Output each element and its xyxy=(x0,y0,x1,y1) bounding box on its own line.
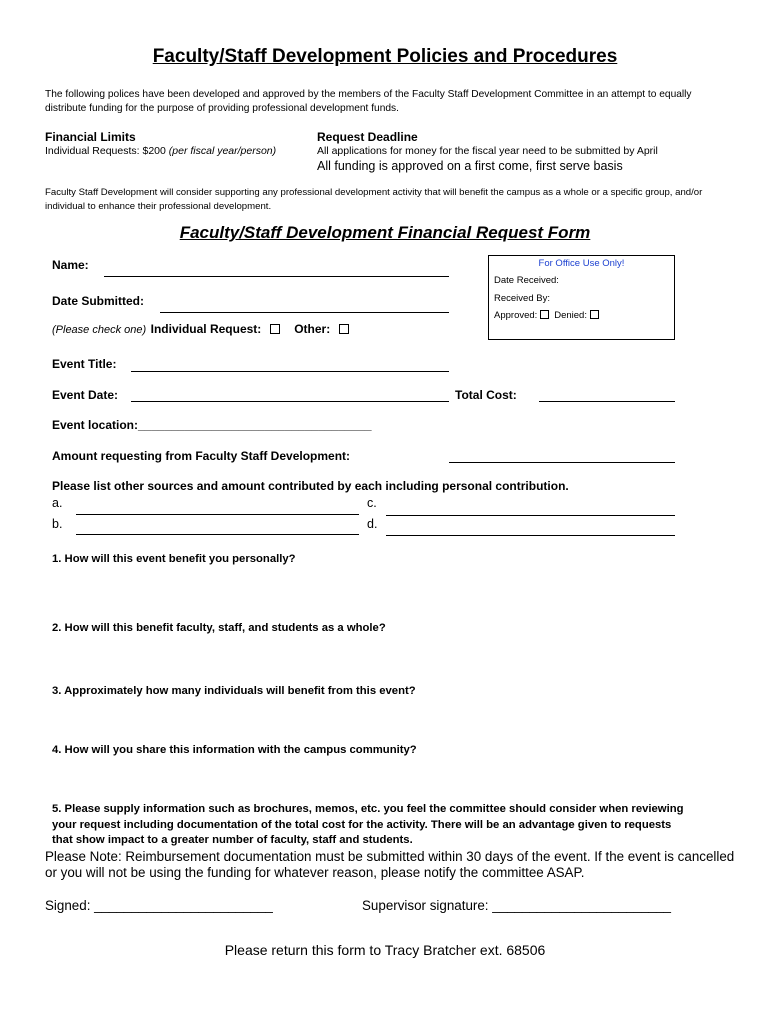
total-cost-field[interactable] xyxy=(539,401,675,402)
approved-checkbox[interactable] xyxy=(540,310,549,319)
event-date-label: Event Date: xyxy=(52,388,119,402)
individual-request-label: Individual Request: xyxy=(150,322,262,336)
approved-label: Approved: xyxy=(494,310,538,321)
event-date-field[interactable] xyxy=(131,401,449,402)
form-title: Faculty/Staff Development Financial Request Form xyxy=(179,223,591,242)
source-b-letter: b. xyxy=(52,517,63,531)
denied-label: Denied: xyxy=(554,310,587,321)
other-sources-label: Please list other sources and amount contributed by each including personal contribution. xyxy=(52,479,569,493)
source-a-field[interactable] xyxy=(76,514,359,515)
question-2: 2. How will this benefit faculty, staff, and students as a whole? xyxy=(52,622,386,634)
fiscal-year-note: (per fiscal year/person) xyxy=(168,145,277,157)
request-deadline-heading: Request Deadline xyxy=(317,130,418,144)
return-note: Please return this form to Tracy Bratcher ext. 68506 xyxy=(224,942,546,958)
question-4: 4. How will you share this information with the campus community? xyxy=(52,744,417,756)
source-d-letter: d. xyxy=(367,517,378,531)
amount-requesting-field[interactable] xyxy=(449,462,675,463)
request-type-row xyxy=(52,320,349,338)
check-one-hint: (Please check one) xyxy=(52,324,147,336)
received-by-label: Received By: xyxy=(494,293,550,304)
financial-limits-heading: Financial Limits xyxy=(45,130,136,144)
source-c-letter: c. xyxy=(367,496,377,510)
event-location-label: Event location:___________________________________ xyxy=(52,418,372,432)
individual-requests-amount: Individual Requests: $200 xyxy=(45,145,166,157)
event-title-label: Event Title: xyxy=(52,357,117,371)
supervisor-signature-field[interactable]: Supervisor signature: ________________________ xyxy=(362,898,671,913)
request-deadline-line1: All applications for money for the fiscal year need to be submitted by April xyxy=(317,145,658,157)
office-use-heading: For Office Use Only! xyxy=(538,258,625,269)
individual-request-checkbox[interactable] xyxy=(270,324,280,334)
source-b-field[interactable] xyxy=(76,534,359,535)
amount-requesting-label: Amount requesting from Faculty Staff Development: xyxy=(52,449,351,463)
source-c-field[interactable] xyxy=(386,515,675,516)
question-1: 1. How will this event benefit you personally? xyxy=(52,553,296,565)
other-checkbox[interactable] xyxy=(339,324,349,334)
approval-row xyxy=(494,310,599,321)
event-title-field[interactable] xyxy=(131,371,449,372)
date-submitted-label: Date Submitted: xyxy=(52,294,145,308)
request-deadline-line2: All funding is approved on a first come, first serve basis xyxy=(317,159,623,173)
office-use-box xyxy=(488,255,675,340)
question-5: 5. Please supply information such as brochures, memos, etc. you feel the committee should consider when reviewing your request including documentation of the total cost for the activity. There will be an advantage given to requests that show impact to a greater number of faculty, staff and students. xyxy=(52,803,684,846)
signed-field[interactable]: Signed: ________________________ xyxy=(45,898,273,913)
please-note: Please Note: Reimbursement documentation must be submitted within 30 days of the event. If the event is cancelled or you will not be using the funding for whatever reason, please notify the committee ASAP. xyxy=(45,849,735,880)
question-3: 3. Approximately how many individuals will benefit from this event? xyxy=(52,685,416,697)
intro-paragraph: The following polices have been developed and approved by the members of the Faculty Staff Development Committee in an attempt to equally distribute funding for the purpose of providing professional development funds. xyxy=(45,89,692,114)
date-received-label: Date Received: xyxy=(494,275,559,286)
denied-checkbox[interactable] xyxy=(590,310,599,319)
source-a-letter: a. xyxy=(52,496,63,510)
financial-limits-text xyxy=(45,145,276,157)
source-d-field[interactable] xyxy=(386,535,675,536)
name-field[interactable] xyxy=(104,276,449,277)
date-submitted-field[interactable] xyxy=(160,312,449,313)
total-cost-label: Total Cost: xyxy=(455,388,517,402)
name-label: Name: xyxy=(52,258,89,272)
consider-paragraph: Faculty Staff Development will consider supporting any professional development activity that will benefit the campus as a whole or a specific group, and/or individual to enhance their professional development. xyxy=(45,187,703,212)
page-title: Faculty/Staff Development Policies and Procedures xyxy=(152,46,618,67)
other-label: Other: xyxy=(294,322,331,336)
